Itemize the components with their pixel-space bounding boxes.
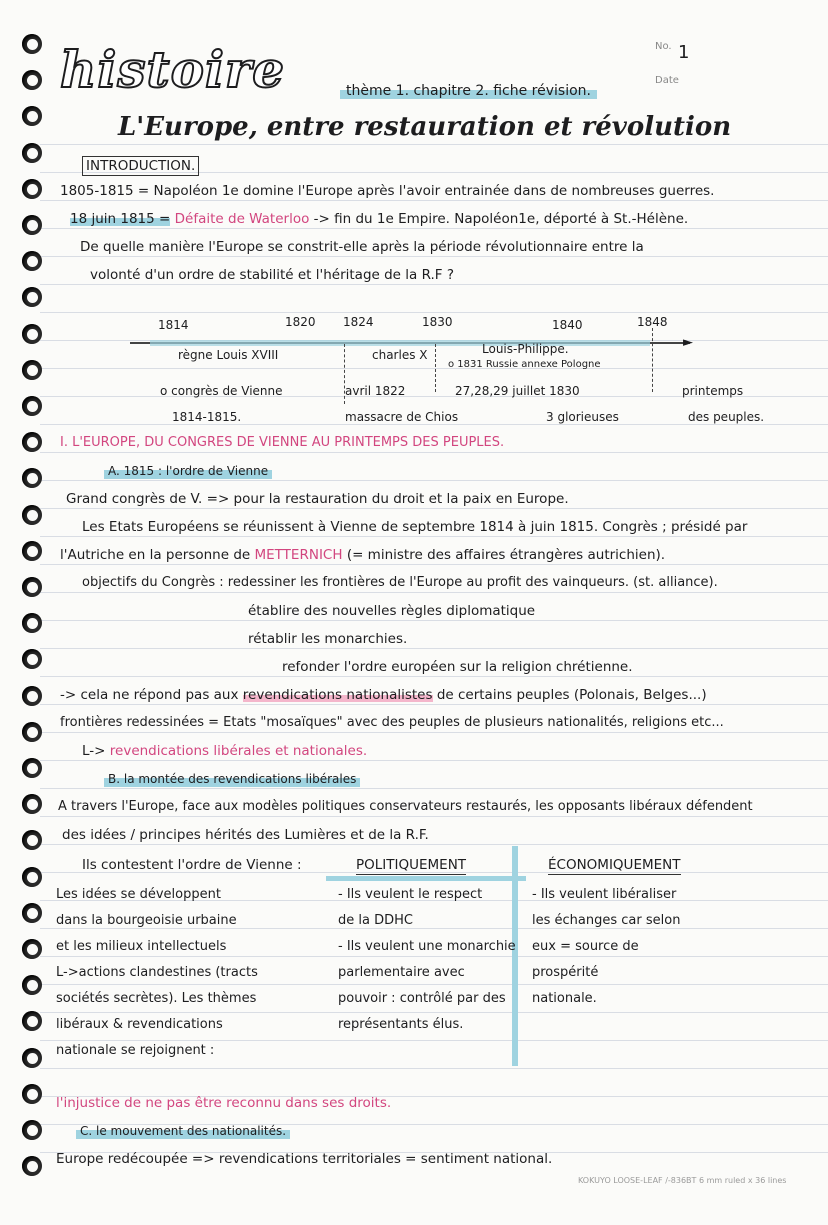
ruled-line (40, 984, 828, 985)
ruled-line (40, 144, 828, 145)
ruled-line (40, 1068, 828, 1069)
pol-col-line: de la DDHC (338, 913, 413, 928)
binder-hole (22, 215, 42, 235)
binder-hole (22, 70, 42, 90)
ruled-line (40, 284, 828, 285)
ruled-line (40, 536, 828, 537)
left-col-line: sociétés secrètes). Les thèmes (56, 991, 257, 1006)
left-col-line: et les milieux intellectuels (56, 939, 227, 954)
theme-label: thème 1. chapitre 2. fiche révision. (340, 82, 597, 100)
regne-louis-xviii: règne Louis XVIII (178, 348, 279, 362)
congres-vienne: o congrès de Vienne (160, 384, 283, 398)
pol-col-line: pouvoir : contrôlé par des (338, 991, 506, 1006)
footer-brand: KOKUYO LOOSE-LEAF /-836BT 6 mm ruled x 36 lines (578, 1176, 787, 1185)
russie-pologne: o 1831 Russie annexe Pologne (448, 359, 601, 370)
ruled-line (40, 368, 828, 369)
year-1848: 1848 (637, 315, 668, 329)
binder-hole (22, 432, 42, 452)
eco-col-line: nationale. (532, 991, 597, 1006)
date-label: Date (655, 75, 679, 86)
year-1814: 1814 (158, 318, 189, 332)
b-line-1: A travers l'Europe, face aux modèles politiques conservateurs restaurés, les opposants libéraux défendent (58, 799, 753, 814)
binder-hole (22, 106, 42, 126)
a-line-2: Les Etats Européens se réunissent à Vienne de septembre 1814 à juin 1815. Congrès ; présidé par (82, 519, 748, 535)
binder-hole (22, 903, 42, 923)
table-hline (326, 876, 526, 881)
injustice-line: l'injustice de ne pas être reconnu dans ses droits. (56, 1095, 392, 1111)
printemps-1: printemps (682, 384, 744, 398)
arrow-right-icon: ► (683, 335, 693, 350)
page-title: histoire (60, 40, 286, 99)
ruled-line (40, 1012, 828, 1013)
congres-dates: 1814-1815. (172, 410, 242, 424)
trois-glorieuses: 3 glorieuses (546, 410, 619, 424)
ruled-line (40, 844, 828, 845)
ruled-line (40, 228, 828, 229)
year-1840: 1840 (552, 318, 583, 332)
binder-hole (22, 577, 42, 597)
binder-hole (22, 830, 42, 850)
binder-hole (22, 251, 42, 271)
ruled-line (40, 480, 828, 481)
a-line-6: rétablir les monarchies. (248, 631, 408, 647)
section-a-heading: A. 1815 : l'ordre de Vienne (104, 462, 272, 480)
a-line-7: refonder l'ordre européen sur la religion chrétienne. (282, 659, 633, 675)
binder-hole (22, 179, 42, 199)
binder-hole (22, 360, 42, 380)
binder-hole (22, 34, 42, 54)
left-col-line: dans la bourgeoisie urbaine (56, 913, 237, 928)
ruled-line (40, 592, 828, 593)
ruled-line (40, 704, 828, 705)
section-b-heading: B. la montée des revendications libérales (104, 770, 360, 788)
ruled-line (40, 620, 828, 621)
binder-hole (22, 468, 42, 488)
binder-hole (22, 1156, 42, 1176)
binder-hole (22, 939, 42, 959)
pol-col-line: - Ils veulent le respect (338, 887, 483, 902)
avril-1822: avril 1822 (345, 384, 406, 398)
ruled-line (40, 564, 828, 565)
ruled-line (40, 648, 828, 649)
ruled-line (40, 508, 828, 509)
col-economiquement: ÉCONOMIQUEMENT (548, 857, 681, 873)
left-col-line: L->actions clandestines (tracts (56, 965, 258, 980)
chapter-subtitle: L'Europe, entre restauration et révolution (118, 112, 732, 142)
binder-hole (22, 287, 42, 307)
table-vline (512, 846, 518, 1066)
ruled-line (40, 200, 828, 201)
year-1830: 1830 (422, 315, 453, 329)
massacre-chios: massacre de Chios (345, 410, 459, 424)
intro-line-2: 18 juin 1815 = Défaite de Waterloo -> fin du 1e Empire. Napoléon1e, déporté à St.-Hélène. (70, 211, 689, 227)
binder-hole (22, 794, 42, 814)
binder-hole (22, 722, 42, 742)
ruled-line (40, 1040, 828, 1041)
binder-hole (22, 143, 42, 163)
a-line-3: l'Autriche en la personne de METTERNICH (= ministre des affaires étrangères autrichien). (60, 547, 666, 563)
binder-hole (22, 541, 42, 561)
a-line-9: frontières redessinées = Etats "mosaïques" avec des peuples de plusieurs nationalités, religions etc... (60, 715, 724, 730)
page-no-label: No. (655, 41, 672, 52)
charles-x: charles X (372, 348, 428, 362)
eco-col-line: eux = source de (532, 939, 639, 954)
binder-hole (22, 1120, 42, 1140)
intro-line-3: De quelle manière l'Europe se constrit-elle après la période révolutionnaire entre la (80, 239, 644, 255)
a-line-8: -> cela ne répond pas aux revendications nationalistes de certains peuples (Polonais, Belges...) (60, 687, 707, 703)
page-number: 1 (678, 42, 690, 63)
ruled-line (40, 760, 828, 761)
binder-hole (22, 613, 42, 633)
binder-hole (22, 324, 42, 344)
year-1820: 1820 (285, 315, 316, 329)
a-line-10: L-> revendications libérales et nationales. (82, 743, 368, 759)
a-line-4: objectifs du Congrès : redessiner les frontières de l'Europe au profit des vainqueurs. (st. alliance). (82, 575, 718, 590)
binder-hole (22, 1048, 42, 1068)
binder-hole (22, 396, 42, 416)
binder-hole (22, 1011, 42, 1031)
part1-heading: I. L'EUROPE, DU CONGRES DE VIENNE AU PRINTEMPS DES PEUPLES. (60, 435, 505, 450)
year-1824: 1824 (343, 315, 374, 329)
left-col-line: Les idées se développent (56, 887, 221, 902)
juillet-1830: 27,28,29 juillet 1830 (455, 384, 580, 398)
binder-hole (22, 505, 42, 525)
pol-col-line: - Ils veulent une monarchie (338, 939, 516, 954)
left-col-line: libéraux & revendications (56, 1017, 223, 1032)
b-line-2: des idées / principes hérités des Lumières et de la R.F. (62, 827, 429, 843)
ruled-line (40, 816, 828, 817)
c-line-1: Europe redécoupée => revendications territoriales = sentiment national. (56, 1151, 553, 1167)
b-line-3: Ils contestent l'ordre de Vienne : (82, 857, 302, 873)
pol-col-line: représentants élus. (338, 1017, 464, 1032)
ruled-line (40, 676, 828, 677)
a-line-5: établire des nouvelles règles diplomatique (248, 603, 536, 619)
binder-hole (22, 649, 42, 669)
binder-hole (22, 1084, 42, 1104)
intro-line-4: volonté d'un ordre de stabilité et l'héritage de la R.F ? (90, 267, 454, 283)
binder-hole (22, 975, 42, 995)
left-col-line: nationale se rejoignent : (56, 1043, 215, 1058)
eco-col-line: les échanges car selon (532, 913, 681, 928)
binder-hole (22, 867, 42, 887)
eco-col-line: prospérité (532, 965, 599, 980)
col-politiquement: POLITIQUEMENT (356, 857, 467, 873)
ruled-line (40, 452, 828, 453)
louis-philippe: Louis-Philippe. (482, 342, 569, 356)
binder-hole (22, 758, 42, 778)
intro-heading: INTRODUCTION. (82, 156, 199, 176)
intro-line-1: 1805-1815 = Napoléon 1e domine l'Europe après l'avoir entrainée dans de nombreuses guerres. (60, 183, 715, 199)
a-line-1: Grand congrès de V. => pour la restauration du droit et la paix en Europe. (66, 491, 569, 507)
binder-hole (22, 686, 42, 706)
section-c-heading: C. le mouvement des nationalités. (76, 1122, 290, 1140)
printemps-2: des peuples. (688, 410, 765, 424)
pol-col-line: parlementaire avec (338, 965, 465, 980)
ruled-line (40, 788, 828, 789)
ruled-line (40, 256, 828, 257)
ruled-line (40, 956, 828, 957)
ruled-line (40, 732, 828, 733)
eco-col-line: - Ils veulent libéraliser (532, 887, 677, 902)
